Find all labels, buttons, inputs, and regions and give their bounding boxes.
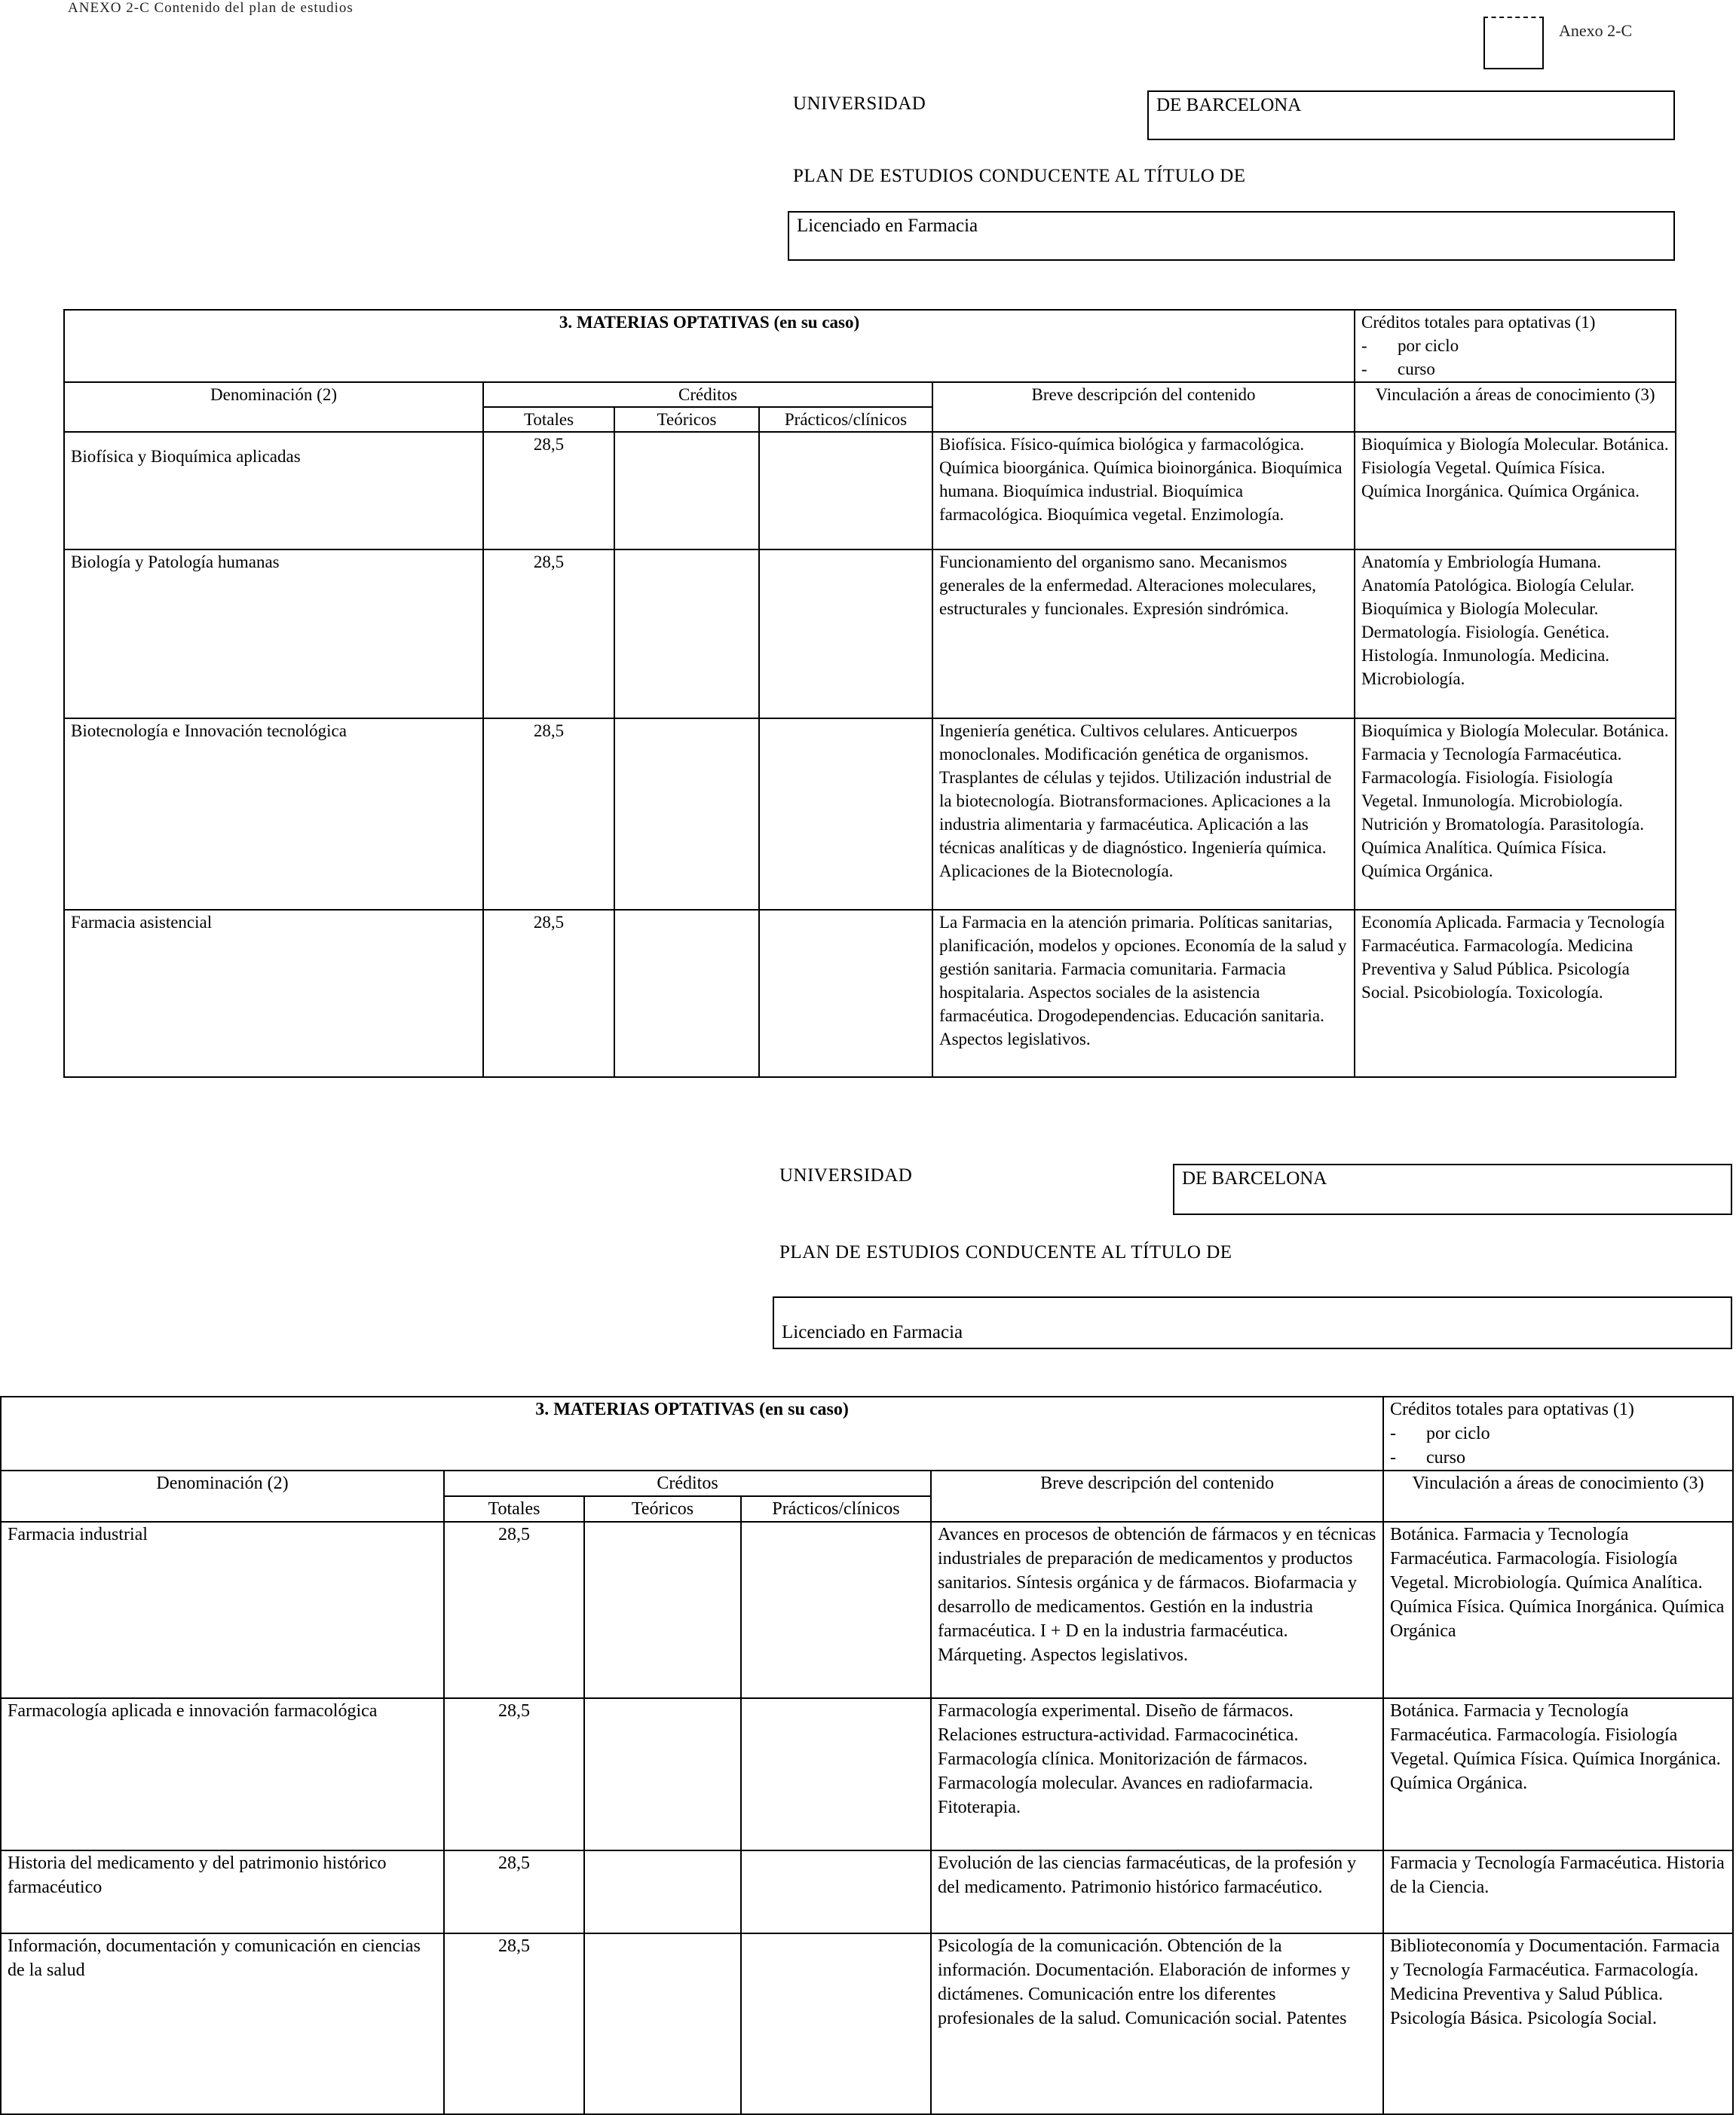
credits-total-title: Créditos totales para optativas (1) [1361,313,1596,332]
row-denominacion: Farmacia asistencial [64,910,483,1077]
row-totales: 28,5 [444,1933,584,2114]
row-denominacion: Biofísica y Bioquímica aplicadas [64,432,483,549]
row-descripcion: Funcionamiento del organismo sano. Mecanismos generales de la enfermedad. Alteraciones moleculares, estructurales y funcionales. Expresión sindrómica. [932,549,1355,718]
row-totales: 28,5 [483,432,614,549]
optativas-table [0,1396,1734,2115]
table-title: 3. MATERIAS OPTATIVAS (en su caso) [64,310,1355,382]
credits-per-course: - curso [1361,357,1669,381]
col-totales: Totales [444,1496,584,1522]
row-practicos [759,432,932,549]
row-vinculacion: Botánica. Farmacia y Tecnología Farmacéutica. Farmacología. Fisiología Vegetal. Química Física. Química Inorgánica. Química Orgánica. [1383,1698,1733,1850]
row-denominacion: Biología y Patología humanas [64,549,483,718]
row-totales: 28,5 [483,910,614,1077]
row-descripcion: Ingeniería genética. Cultivos celulares. Anticuerpos monoclonales. Modificación genética de organismos. Trasplantes de células y tejidos. Utilización industrial de la biotecnología. Biotransformaciones. Aplicaciones a la industria alimentaria y farmacéutica. Aplicación a las técnicas analíticas y de diagnóstico. Ingeniería química. Aplicaciones de la Biotecnología. [932,718,1355,910]
credits-per-course: - curso [1390,1446,1726,1470]
row-teoricos [614,549,759,718]
credits-total-cell [1383,1397,1733,1471]
col-denominacion: Denominación (2) [64,382,483,432]
row-vinculacion: Bioquímica y Biología Molecular. Botánica. Farmacia y Tecnología Farmacéutica. Farmacología. Fisiología. Fisiología Vegetal. Inmunología. Microbiología. Nutrición y Bromatología. Parasitología. Química Analítica. Química Física. Química Orgánica. [1355,718,1676,910]
plan-label: PLAN DE ESTUDIOS CONDUCENTE AL TÍTULO DE [779,1242,1232,1263]
row-practicos [741,1522,931,1698]
row-practicos [759,718,932,910]
row-teoricos [614,718,759,910]
row-descripcion: Psicología de la comunicación. Obtención de la información. Documentación. Elaboración de informes y dictámenes. Comunicación entre los diferentes profesionales de la salud. Comunicación social. Patentes [931,1933,1383,2114]
university-field: DE BARCELONA [1147,90,1675,140]
col-descripcion: Breve descripción del contenido [932,382,1355,432]
row-descripcion: Avances en procesos de obtención de fármacos y en técnicas industriales de preparación de medicamentos y productos sanitarios. Síntesis orgánica y de fármacos. Biofarmacia y desarrollo de medicamentos. Gestión en la industria farmacéutica. I + D en la industria farmacéutica. Márqueting. Aspectos legislativos. [931,1522,1383,1698]
row-totales: 28,5 [483,718,614,910]
annex-checkbox [1483,17,1544,69]
row-teoricos [584,1522,741,1698]
row-practicos [759,910,932,1077]
optativas-table [63,309,1676,1078]
row-totales: 28,5 [444,1522,584,1698]
col-practicos: Prácticos/clínicos [741,1496,931,1522]
university-label: UNIVERSIDAD [779,1165,913,1186]
credits-per-cycle: - por ciclo [1361,334,1669,357]
col-teoricos: Teóricos [614,407,759,432]
row-descripcion: Farmacología experimental. Diseño de fármacos. Relaciones estructura-actividad. Farmacocinética. Farmacología clínica. Monitorización de fármacos. Farmacología molecular. Avances en radiofarmacia. Fitoterapia. [931,1698,1383,1850]
row-practicos [741,1933,931,2114]
row-vinculacion: Bioquímica y Biología Molecular. Botánica. Fisiología Vegetal. Química Física. Química Inorgánica. Química Orgánica. [1355,432,1676,549]
row-totales: 28,5 [444,1850,584,1933]
col-creditos: Créditos [483,382,932,407]
col-vinculacion: Vinculación a áreas de conocimiento (3) [1355,382,1676,432]
credits-per-cycle: - por ciclo [1390,1422,1726,1446]
col-creditos: Créditos [444,1471,931,1496]
row-vinculacion: Economía Aplicada. Farmacia y Tecnología Farmacéutica. Farmacología. Medicina Preventiva y Salud Pública. Psicología Social. Psicobiología. Toxicología. [1355,910,1676,1077]
col-denominacion: Denominación (2) [1,1471,444,1522]
row-denominacion: Historia del medicamento y del patrimonio histórico farmacéutico [1,1850,444,1933]
row-vinculacion: Farmacia y Tecnología Farmacéutica. Historia de la Ciencia. [1383,1850,1733,1933]
row-teoricos [584,1698,741,1850]
plan-label: PLAN DE ESTUDIOS CONDUCENTE AL TÍTULO DE [793,166,1246,186]
row-teoricos [584,1933,741,2114]
university-field: DE BARCELONA [1173,1164,1732,1215]
university-label: UNIVERSIDAD [793,93,926,114]
row-descripcion: Evolución de las ciencias farmacéuticas, de la profesión y del medicamento. Patrimonio histórico farmacéutico. [931,1850,1383,1933]
annex-heading: ANEXO 2-C Contenido del plan de estudios [68,0,354,16]
row-practicos [741,1850,931,1933]
row-denominacion: Farmacia industrial [1,1522,444,1698]
row-totales: 28,5 [483,549,614,718]
table-title: 3. MATERIAS OPTATIVAS (en su caso) [1,1397,1383,1471]
row-teoricos [614,432,759,549]
row-denominacion: Farmacología aplicada e innovación farmacológica [1,1698,444,1850]
annex-label: Anexo 2-C [1559,21,1633,40]
col-totales: Totales [483,407,614,432]
row-practicos [759,549,932,718]
row-vinculacion: Anatomía y Embriología Humana. Anatomía Patológica. Biología Celular. Bioquímica y Biología Molecular. Dermatología. Fisiología. Genética. Histología. Inmunología. Medicina. Microbiología. [1355,549,1676,718]
col-practicos: Prácticos/clínicos [759,407,932,432]
credits-total-cell [1355,310,1676,382]
row-descripcion: La Farmacia en la atención primaria. Políticas sanitarias, planificación, modelos y opciones. Economía de la salud y gestión sanitaria. Farmacia comunitaria. Farmacia hospitalaria. Aspectos sociales de la asistencia farmacéutica. Drogodependencias. Educación sanitaria. Aspectos legislativos. [932,910,1355,1077]
row-practicos [741,1698,931,1850]
row-denominacion: Biotecnología e Innovación tecnológica [64,718,483,910]
row-totales: 28,5 [444,1698,584,1850]
row-teoricos [584,1850,741,1933]
plan-field: Licenciado en Farmacia [788,211,1675,261]
plan-field: Licenciado en Farmacia [773,1296,1732,1349]
row-teoricos [614,910,759,1077]
row-descripcion: Biofísica. Físico-química biológica y farmacológica. Química bioorgánica. Química bioinorgánica. Bioquímica humana. Bioquímica industrial. Bioquímica farmacológica. Bioquímica vegetal. Enzimología. [932,432,1355,549]
row-vinculacion: Biblioteconomía y Documentación. Farmacia y Tecnología Farmacéutica. Farmacología. Medicina Preventiva y Salud Pública. Psicología Básica. Psicología Social. [1383,1933,1733,2114]
row-denominacion: Información, documentación y comunicación en ciencias de la salud [1,1933,444,2114]
row-vinculacion: Botánica. Farmacia y Tecnología Farmacéutica. Farmacología. Fisiología Vegetal. Microbiología. Química Analítica. Química Física. Química Inorgánica. Química Orgánica [1383,1522,1733,1698]
col-descripcion: Breve descripción del contenido [931,1471,1383,1522]
col-vinculacion: Vinculación a áreas de conocimiento (3) [1383,1471,1733,1522]
credits-total-title: Créditos totales para optativas (1) [1390,1400,1634,1419]
col-teoricos: Teóricos [584,1496,741,1522]
